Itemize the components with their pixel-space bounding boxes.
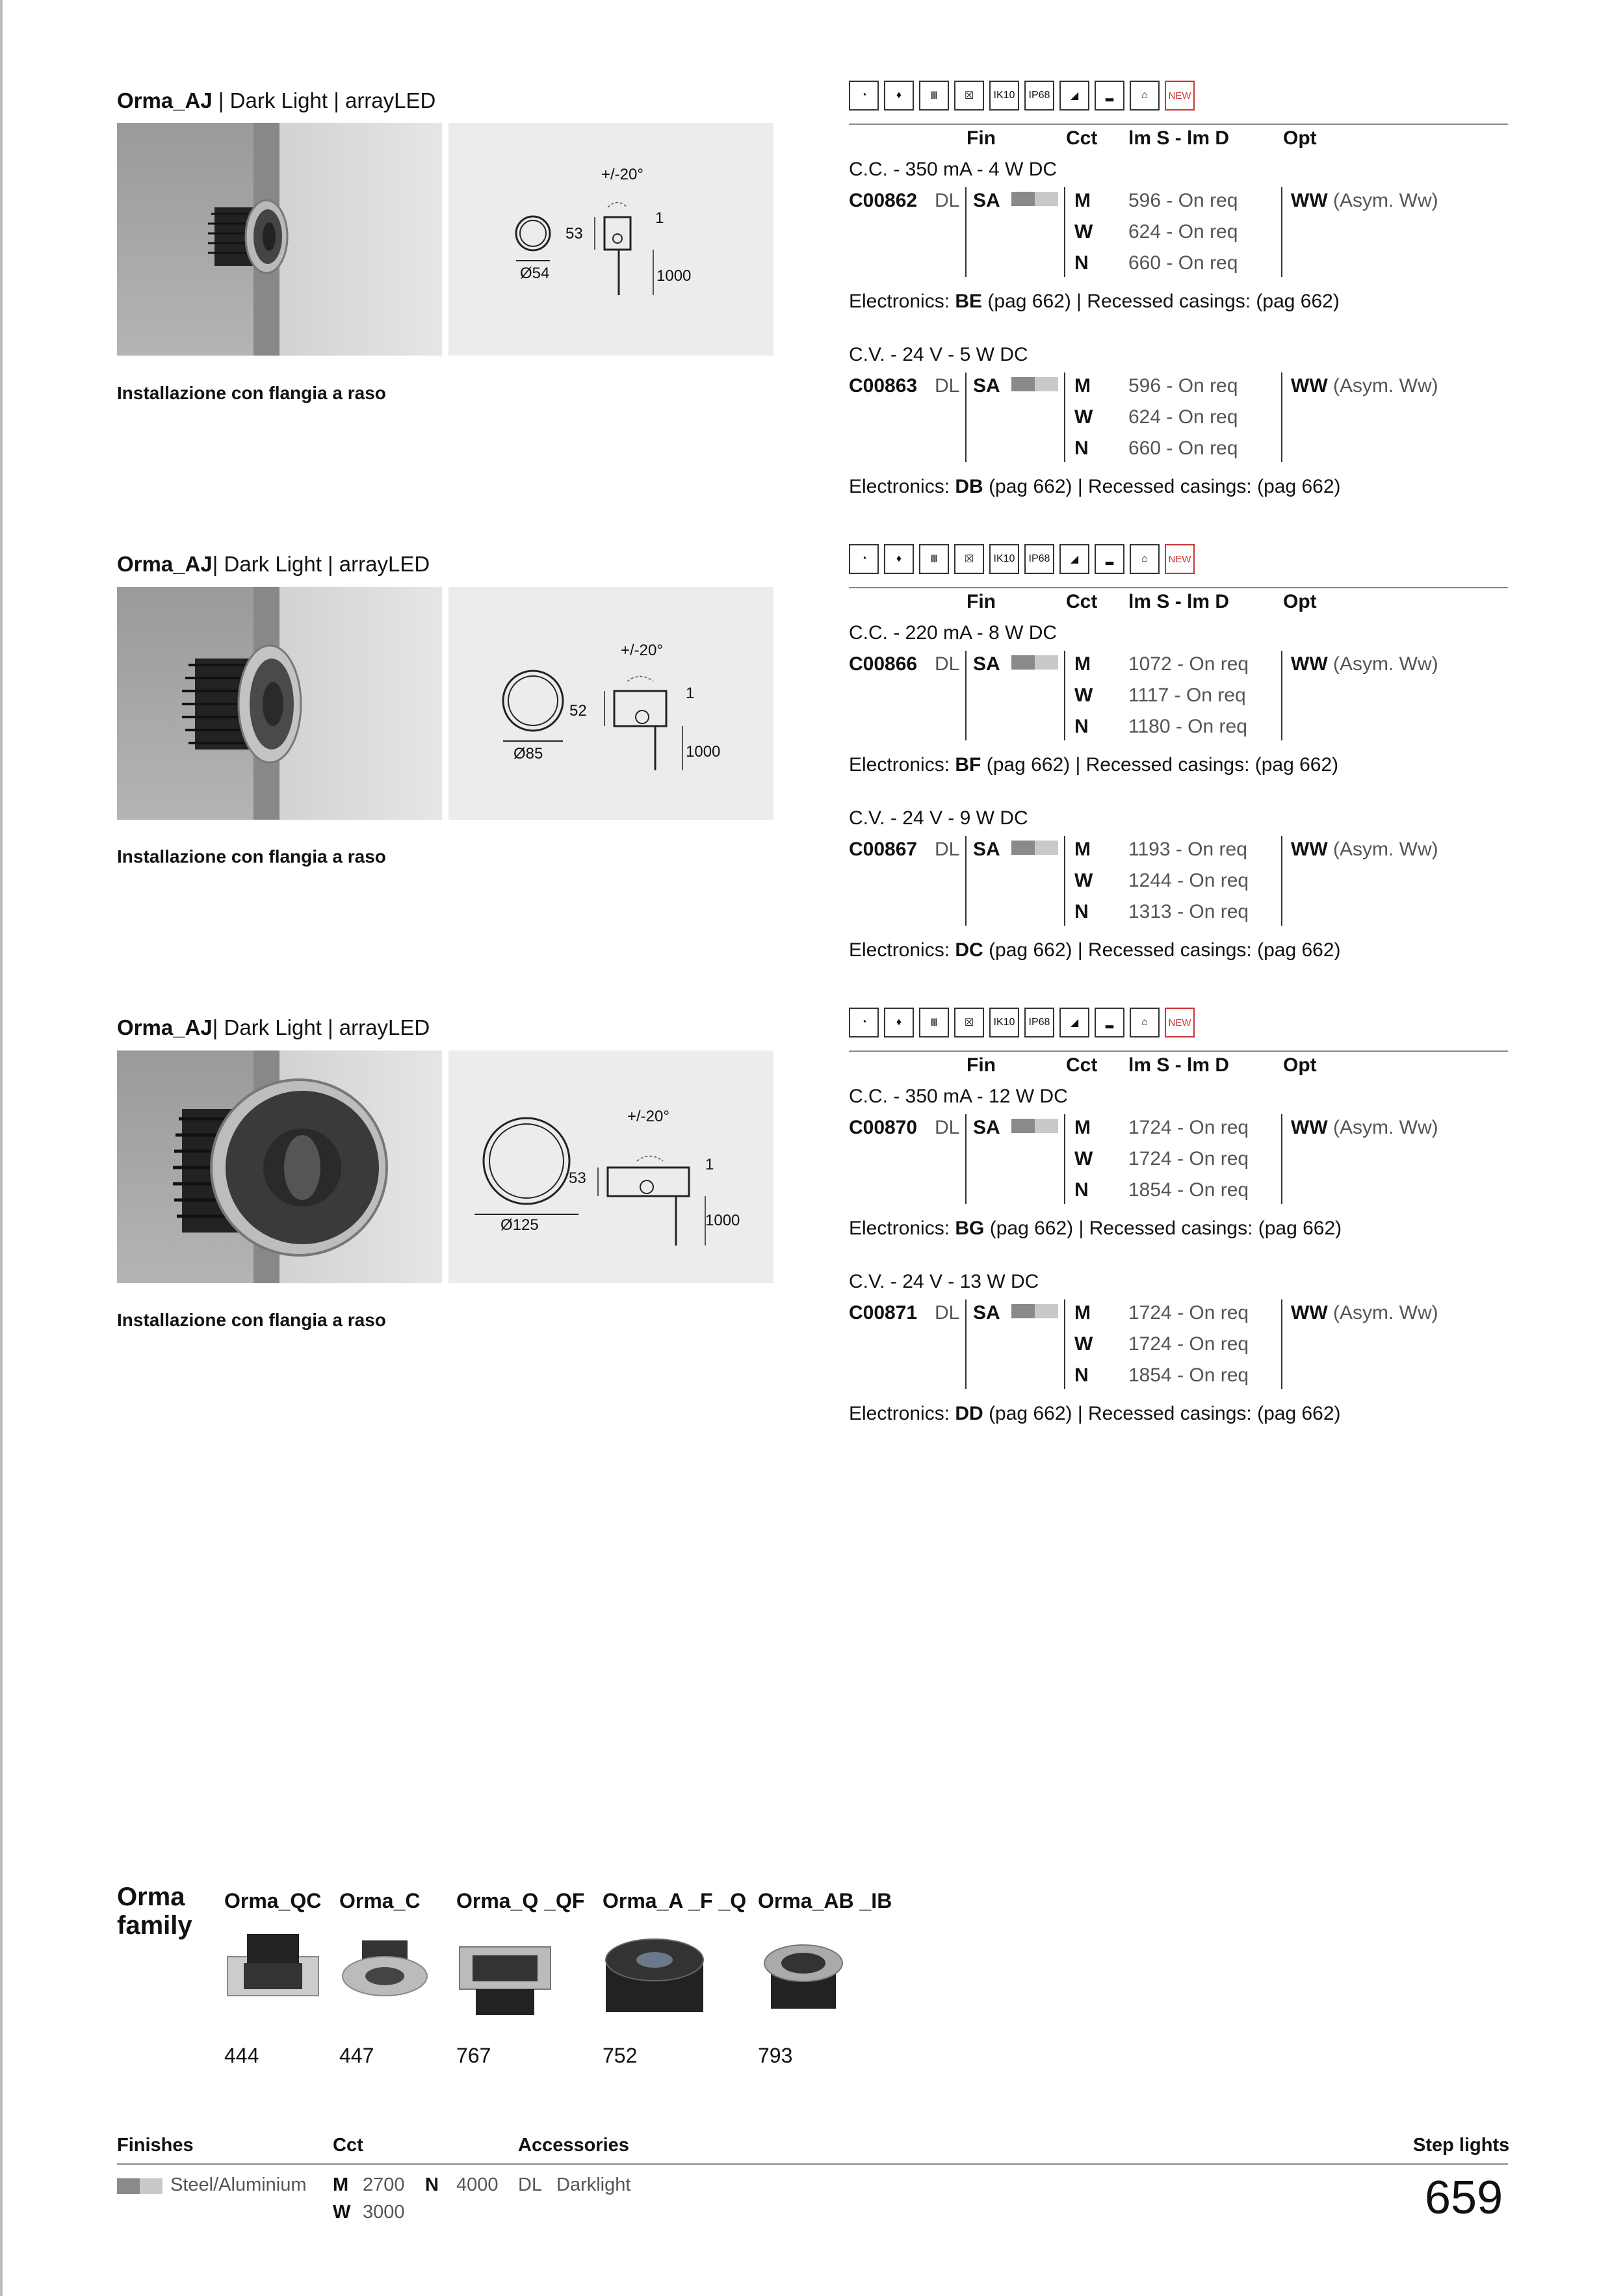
supply-spec: C.C. - 350 mA - 4 W DC: [849, 159, 1058, 180]
cct-code: M: [1074, 1302, 1091, 1324]
header-lm: lm S - lm D: [1128, 591, 1230, 612]
lumen-value: 624 - On req: [1128, 221, 1238, 242]
beam-down-icon: ◢: [1059, 81, 1089, 111]
lumen-value: 1193 - On req: [1128, 839, 1247, 860]
supply-spec: C.V. - 24 V - 13 W DC: [849, 1271, 1039, 1292]
indoor-icon: ⌂: [1130, 544, 1160, 574]
family-title: Orma family: [117, 1883, 192, 1940]
finish-swatch: [1011, 192, 1058, 206]
ik-rating-icon: IK10: [989, 1008, 1019, 1037]
icon-row: [849, 1004, 1195, 1037]
column-divider: [1281, 1299, 1282, 1389]
diameter-label: Ø54: [520, 265, 550, 282]
accessory-code: DL: [935, 1117, 960, 1138]
cct-n-value: 4000: [456, 2174, 499, 2195]
column-divider: [965, 372, 967, 462]
cct-code: M: [1074, 653, 1091, 675]
header-cct: Cct: [1066, 591, 1098, 612]
optics: WW (Asym. Ww): [1291, 1117, 1438, 1138]
column-divider: [1281, 187, 1282, 277]
header-opt: Opt: [1283, 1054, 1317, 1076]
lumen-value: 660 - On req: [1128, 252, 1238, 274]
page-edge: [0, 0, 3, 2296]
ik-rating-icon: IK10: [989, 81, 1019, 111]
cable-label: 1000: [705, 1212, 740, 1229]
family-item-name[interactable]: Orma_AB _IB: [758, 1889, 892, 1912]
optics: WW (Asym. Ww): [1291, 190, 1438, 211]
optics: WW (Asym. Ww): [1291, 653, 1438, 675]
orma-a-f-q-thumbnail: [603, 1937, 707, 2022]
recessed-icon: ◔: [849, 81, 879, 111]
column-divider: [965, 836, 967, 926]
family-item-page: 444: [224, 2044, 259, 2067]
luminaire-photo-drawing: [117, 123, 442, 356]
cct-code: N: [1074, 1364, 1089, 1386]
supply-spec: C.C. - 350 mA - 12 W DC: [849, 1086, 1068, 1107]
height-label: 53: [565, 225, 583, 242]
cct-n-code: N: [425, 2174, 439, 2195]
electronics-note: Electronics: DC (pag 662) | Recessed casings: (pag 662): [849, 939, 1341, 961]
column-divider: [1064, 1114, 1065, 1204]
cct-code: M: [1074, 375, 1091, 397]
indoor-icon: ⌂: [1130, 1008, 1160, 1037]
cct-code: M: [1074, 1117, 1091, 1138]
finish-swatch: [1011, 841, 1058, 855]
diameter-label: Ø125: [500, 1216, 539, 1234]
new-badge: NEW: [1165, 81, 1195, 111]
supply-spec: C.V. - 24 V - 5 W DC: [849, 344, 1028, 365]
angle-label: +/-20°: [601, 166, 643, 183]
column-divider: [965, 651, 967, 740]
header-cct: Cct: [1066, 1054, 1098, 1076]
lumen-value: 596 - On req: [1128, 190, 1238, 211]
cct-code: W: [1074, 1148, 1093, 1169]
product-code: C00866: [849, 653, 918, 675]
header-opt: Opt: [1283, 127, 1317, 149]
product-photo: [117, 1050, 442, 1283]
header-fin: Fin: [967, 591, 996, 612]
finish-code: SA: [973, 653, 1000, 675]
cct-code: W: [1074, 1333, 1093, 1355]
recessed-icon: ◔: [849, 1008, 879, 1037]
header-rule: [849, 1050, 1508, 1052]
footer-rule: [117, 2163, 1508, 2165]
cct-code: N: [1074, 1179, 1089, 1201]
cable-label: 1000: [656, 267, 692, 285]
finishes-label: Finishes: [117, 2135, 194, 2156]
lumen-value: 1724 - On req: [1128, 1333, 1249, 1355]
lumen-value: 1854 - On req: [1128, 1179, 1249, 1201]
header-lm: lm S - lm D: [1128, 1054, 1230, 1076]
column-divider: [1064, 1299, 1065, 1389]
finish-swatch: [1011, 1119, 1058, 1133]
header-cct: Cct: [1066, 127, 1098, 149]
lumen-value: 1180 - On req: [1128, 716, 1247, 737]
column-divider: [1064, 836, 1065, 926]
cct-w-code: W: [333, 2202, 351, 2223]
dimension-drawing: [448, 1050, 773, 1283]
height-label: 52: [569, 702, 587, 720]
ip-rating-icon: IP68: [1024, 1008, 1054, 1037]
ip-rating-icon: IP68: [1024, 81, 1054, 111]
lumen-value: 1117 - On req: [1128, 685, 1246, 706]
cable-label: 1000: [686, 743, 721, 761]
offset-label: 1: [686, 685, 695, 702]
product-code: C00867: [849, 839, 918, 860]
product-code: C00863: [849, 375, 918, 397]
beam-down-icon: ◢: [1059, 544, 1089, 574]
beam-low-icon: ▂: [1095, 1008, 1124, 1037]
product-photo: [117, 587, 442, 820]
lumen-value: 1244 - On req: [1128, 870, 1249, 891]
family-item-name[interactable]: Orma_Q _QF: [456, 1889, 585, 1912]
luminaire-photo-drawing: [117, 1050, 442, 1283]
optics: WW (Asym. Ww): [1291, 1302, 1438, 1324]
column-divider: [965, 1299, 967, 1389]
accessories-label: Accessories: [518, 2135, 629, 2156]
family-item-name[interactable]: Orma_QC: [224, 1889, 322, 1912]
recessed-icon: ◔: [849, 544, 879, 574]
column-divider: [1281, 836, 1282, 926]
family-item-page: 793: [758, 2044, 793, 2067]
install-note: Installazione con flangia a raso: [117, 846, 386, 867]
electronics-note: Electronics: DB (pag 662) | Recessed casings: (pag 662): [849, 476, 1341, 497]
beam-down-icon: ◢: [1059, 1008, 1089, 1037]
product-photo: [117, 123, 442, 356]
finish-code: SA: [973, 839, 1000, 860]
lumen-value: 660 - On req: [1128, 437, 1238, 459]
family-item-page: 767: [456, 2044, 491, 2067]
offset-label: 1: [655, 209, 664, 227]
column-divider: [1064, 651, 1065, 740]
column-divider: [1281, 651, 1282, 740]
accessory-code: DL: [935, 653, 960, 675]
finish-swatch: [1011, 1304, 1058, 1318]
lumen-value: 1724 - On req: [1128, 1302, 1249, 1324]
beam-low-icon: ▂: [1095, 544, 1124, 574]
column-divider: [1064, 187, 1065, 277]
finish-swatch: [1011, 655, 1058, 670]
header-rule: [849, 587, 1508, 588]
accessory-code: DL: [935, 1302, 960, 1324]
electronics-note: Electronics: DD (pag 662) | Recessed casings: (pag 662): [849, 1403, 1341, 1424]
column-divider: [1281, 1114, 1282, 1204]
product-code: C00871: [849, 1302, 918, 1324]
cct-code: N: [1074, 437, 1089, 459]
finish-code: SA: [973, 1302, 1000, 1324]
finish-name: Steel/Aluminium: [170, 2174, 307, 2195]
column-divider: [965, 1114, 967, 1204]
lumen-value: 1072 - On req: [1128, 653, 1249, 675]
product-title: Orma_AJ | Dark Light | arrayLED: [117, 88, 436, 112]
cct-code: W: [1074, 870, 1093, 891]
angle-label: +/-20°: [627, 1108, 669, 1125]
cct-code: N: [1074, 716, 1089, 737]
column-divider: [965, 187, 967, 277]
finish-code: SA: [973, 190, 1000, 211]
new-badge: NEW: [1165, 1008, 1195, 1037]
cct-code: W: [1074, 685, 1093, 706]
no-cover-icon: ☒: [954, 1008, 984, 1037]
indoor-icon: ⌂: [1130, 81, 1160, 111]
family-item-page: 752: [603, 2044, 638, 2067]
technical-drawing: [448, 123, 773, 356]
product-title: Orma_AJ| Dark Light | arrayLED: [117, 552, 430, 576]
header-fin: Fin: [967, 1054, 996, 1076]
optics: WW (Asym. Ww): [1291, 375, 1438, 397]
cct-code: N: [1074, 901, 1089, 922]
finish-swatch: [117, 2178, 162, 2194]
dimension-drawing: [448, 587, 773, 820]
ik-rating-icon: IK10: [989, 544, 1019, 574]
lumen-value: 1724 - On req: [1128, 1148, 1249, 1169]
cct-w-value: 3000: [363, 2202, 405, 2223]
class-iii-icon: Ⅲ: [919, 544, 949, 574]
finish-code: SA: [973, 1117, 1000, 1138]
lumen-value: 1313 - On req: [1128, 901, 1249, 922]
column-divider: [1064, 372, 1065, 462]
optics: WW (Asym. Ww): [1291, 839, 1438, 860]
orma-c-thumbnail: [339, 1934, 430, 2012]
supply-spec: C.V. - 24 V - 9 W DC: [849, 807, 1028, 829]
walkover-icon: ♦: [884, 544, 914, 574]
walkover-icon: ♦: [884, 1008, 914, 1037]
product-title: Orma_AJ| Dark Light | arrayLED: [117, 1015, 430, 1039]
new-badge: NEW: [1165, 544, 1195, 574]
technical-drawing: [448, 1050, 773, 1283]
page-number: 659: [1425, 2172, 1503, 2224]
offset-label: 1: [705, 1156, 714, 1173]
column-divider: [1281, 372, 1282, 462]
no-cover-icon: ☒: [954, 544, 984, 574]
accessory-code: DL: [935, 839, 960, 860]
accessory-name: Darklight: [556, 2174, 631, 2195]
orma-ab-ib-thumbnail: [758, 1940, 849, 2018]
cct-code: W: [1074, 221, 1093, 242]
luminaire-photo-drawing: [117, 587, 442, 820]
electronics-note: Electronics: BF (pag 662) | Recessed casings: (pag 662): [849, 754, 1339, 776]
header-opt: Opt: [1283, 591, 1317, 612]
electronics-note: Electronics: BE (pag 662) | Recessed casings: (pag 662): [849, 291, 1340, 312]
lumen-value: 1724 - On req: [1128, 1117, 1249, 1138]
orma-qc-thumbnail: [224, 1931, 322, 2015]
no-cover-icon: ☒: [954, 81, 984, 111]
product-code: C00870: [849, 1117, 918, 1138]
family-item-name[interactable]: Orma_C: [339, 1889, 421, 1912]
cct-label: Cct: [333, 2135, 363, 2156]
class-iii-icon: Ⅲ: [919, 1008, 949, 1037]
electronics-note: Electronics: BG (pag 662) | Recessed casings: (pag 662): [849, 1218, 1342, 1239]
class-iii-icon: Ⅲ: [919, 81, 949, 111]
cct-m-value: 2700: [363, 2174, 405, 2195]
cct-code: N: [1074, 252, 1089, 274]
section-name: Step lights: [1413, 2135, 1510, 2156]
cct-code: W: [1074, 406, 1093, 428]
height-label: 53: [569, 1169, 586, 1187]
icon-row: [849, 77, 1195, 111]
family-item-page: 447: [339, 2044, 374, 2067]
finish-swatch: [1011, 377, 1058, 391]
cct-code: M: [1074, 190, 1091, 211]
accessory-code: DL: [935, 375, 960, 397]
lumen-value: 1854 - On req: [1128, 1364, 1249, 1386]
lumen-value: 596 - On req: [1128, 375, 1238, 397]
dimension-drawing: [448, 123, 773, 356]
cct-m-code: M: [333, 2174, 349, 2195]
finish-code: SA: [973, 375, 1000, 397]
icon-row: [849, 540, 1195, 574]
ip-rating-icon: IP68: [1024, 544, 1054, 574]
install-note: Installazione con flangia a raso: [117, 383, 386, 403]
header-fin: Fin: [967, 127, 996, 149]
orma-q-qf-thumbnail: [456, 1944, 554, 2022]
lumen-value: 624 - On req: [1128, 406, 1238, 428]
diameter-label: Ø85: [513, 745, 543, 763]
cct-code: M: [1074, 839, 1091, 860]
product-code: C00862: [849, 190, 918, 211]
install-note: Installazione con flangia a raso: [117, 1310, 386, 1330]
supply-spec: C.C. - 220 mA - 8 W DC: [849, 622, 1058, 644]
beam-low-icon: ▂: [1095, 81, 1124, 111]
technical-drawing: [448, 587, 773, 820]
header-lm: lm S - lm D: [1128, 127, 1230, 149]
accessory-code: DL: [518, 2174, 543, 2195]
accessory-code: DL: [935, 190, 960, 211]
header-rule: [849, 124, 1508, 125]
walkover-icon: ♦: [884, 81, 914, 111]
family-item-name[interactable]: Orma_A _F _Q: [603, 1889, 747, 1912]
angle-label: +/-20°: [621, 642, 663, 659]
